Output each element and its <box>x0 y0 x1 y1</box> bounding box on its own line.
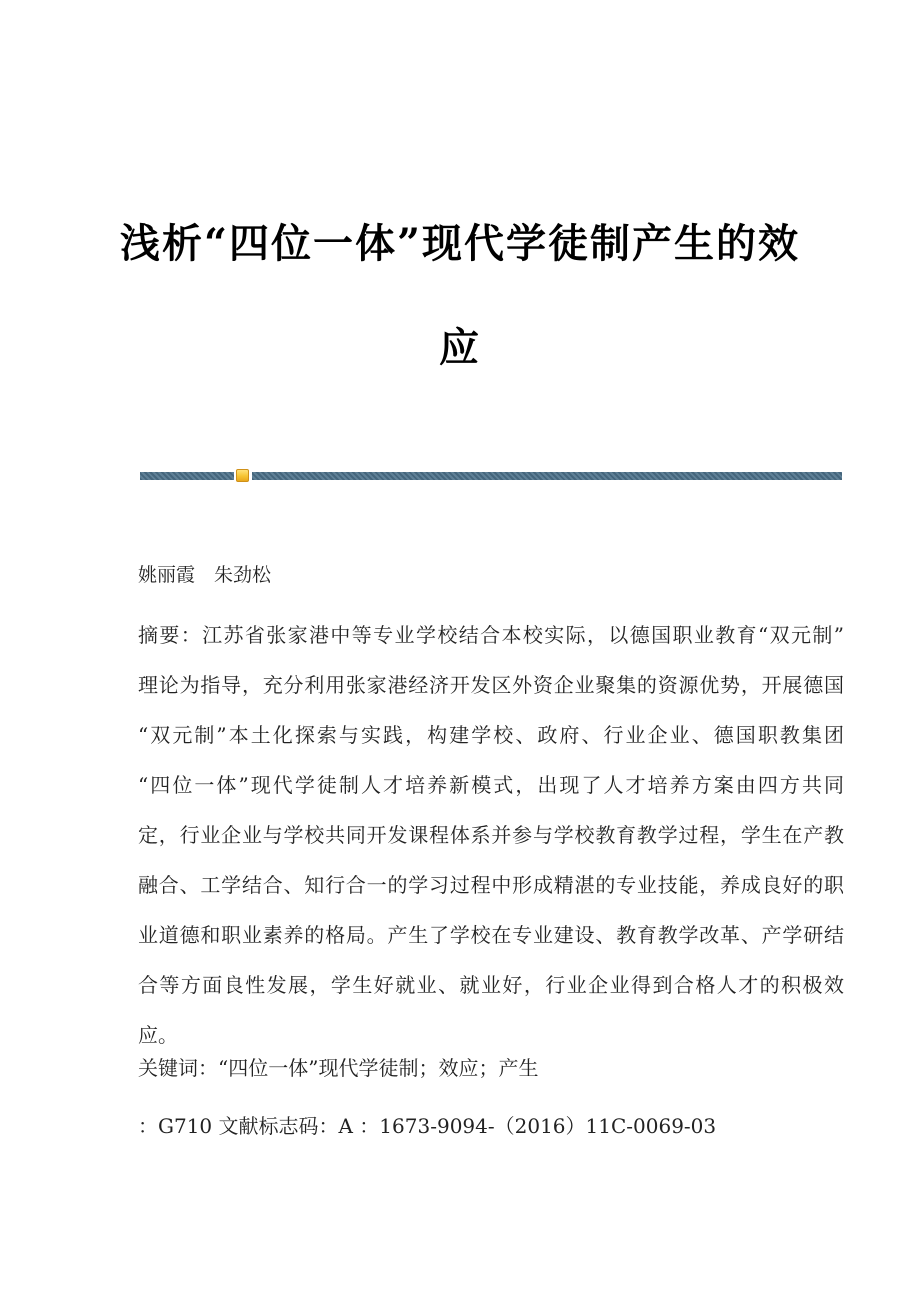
abstract-line: 合等方面良性发展，学生好就业、就业好，行业企业得到合格人才的积极效 <box>138 973 844 997</box>
divider-bar-left <box>140 472 234 480</box>
abstract-line: 应。 <box>138 1023 178 1047</box>
abstract-line: 摘要：江苏省张家港中等专业学校结合本校实际，以德国职业教育“双元制” <box>138 623 844 647</box>
abstract-line: “四位一体”现代学徒制人才培养新模式，出现了人才培养方案由四方共同 <box>138 773 844 797</box>
abstract-paragraph <box>138 610 844 1060</box>
article-title-line2: 应 <box>439 324 481 371</box>
article-title-line1: 浅析“四位一体”现代学徒制产生的效 <box>119 220 800 267</box>
author-names: 姚丽霞 朱劲松 <box>138 564 272 586</box>
divider-bar-right <box>252 472 842 480</box>
article-title <box>0 192 920 400</box>
abstract-line: “双元制”本土化探索与实践，构建学校、政府、行业企业、德国职教集团 <box>138 723 844 747</box>
keywords-line: 关键词：“四位一体”现代学徒制；效应；产生 <box>138 1056 539 1080</box>
gold-ornament-icon <box>236 469 249 482</box>
abstract-line: 业道德和职业素养的格局。产生了学校在专业建设、教育教学改革、产学研结 <box>138 923 844 947</box>
abstract-line: 理论为指导，充分利用张家港经济开发区外资企业聚集的资源优势，开展德国 <box>138 673 844 697</box>
abstract-line: 定，行业企业与学校共同开发课程体系并参与学校教育教学过程，学生在产教 <box>138 823 844 847</box>
section-divider <box>140 472 842 480</box>
classification-line: ：G710 文献标志码：A ：1673-9094-（2016）11C-0069-03 <box>138 1114 717 1138</box>
abstract-line: 融合、工学结合、知行合一的学习过程中形成精湛的专业技能，养成良好的职 <box>138 873 844 897</box>
